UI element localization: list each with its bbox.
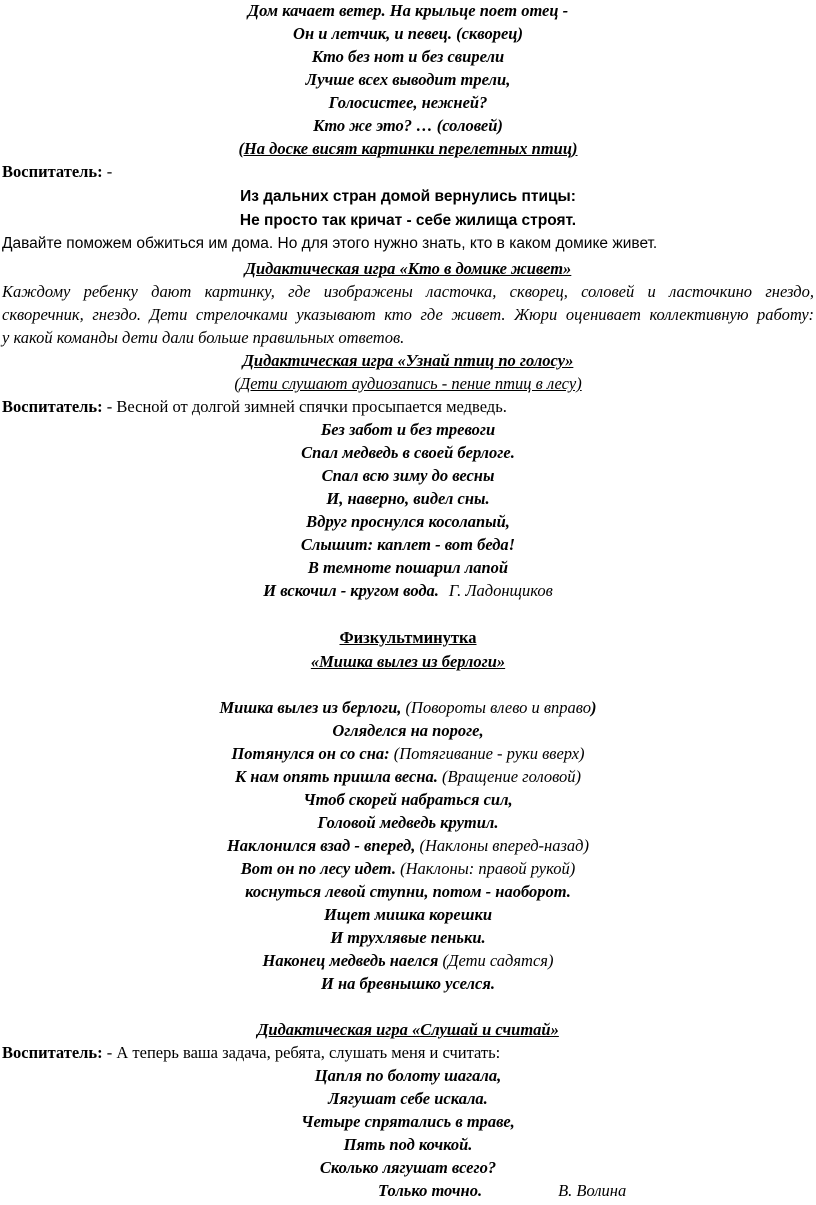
exercise-line: Ищет мишка корешки xyxy=(323,905,493,924)
poem-line: Дом качает ветер. На крыльце поет отец - xyxy=(247,1,569,20)
fizminutka-title: Физкультминутка xyxy=(339,628,477,647)
exercise-line: Огляделся на пороге, xyxy=(332,721,484,740)
bear-intro-line xyxy=(2,396,816,418)
exercise-line: К нам опять пришла весна. (Вращение головой) xyxy=(234,767,582,786)
couplet-line: Из дальних стран домой вернулись птицы: xyxy=(240,188,576,205)
fizminutka-subtitle: «Мишка вылез из берлоги» xyxy=(310,652,506,671)
bear-poem-line: Без забот и без тревоги xyxy=(320,420,496,439)
help-line: Давайте поможем обжиться им дома. Но для этого нужно знать, кто в каком домике живет. xyxy=(2,235,658,252)
couplet-line: Не просто так кричат - себе жилища строят. xyxy=(239,212,577,229)
exercise-line: Наклонился взад - вперед, (Наклоны вперед-назад) xyxy=(226,836,590,855)
exercise-line: Чтоб скорей набраться сил, xyxy=(303,790,513,809)
count-intro-text: - А теперь ваша задача, ребята, слушать меня и считать: xyxy=(102,1043,501,1062)
game2-title: Дидактическая игра «Узнай птиц по голосу» xyxy=(242,351,574,370)
count-poem-line: Лягушат себе искала. xyxy=(328,1089,488,1108)
game2-note: (Дети слушают аудиозапись - пение птиц в лесу) xyxy=(234,374,582,393)
bear-poem-line: В темноте пошарил лапой xyxy=(307,558,509,577)
teacher-line xyxy=(2,161,816,183)
game1-title: Дидактическая игра «Кто в домике живет» xyxy=(244,259,572,278)
poem-line: Кто без нот и без свирели xyxy=(311,47,505,66)
count-poem-line: Цапля по болоту шагала, xyxy=(314,1066,502,1085)
poem-line: Кто же это? … (соловей) xyxy=(313,116,503,135)
bear-poem-line: Слышит: каплет - вот беда! xyxy=(300,535,516,554)
exercise-line: Потянулся он со сна: (Потягивание - руки вверх) xyxy=(231,744,585,763)
count-poem-line: Только точно. xyxy=(378,1181,483,1200)
exercise-line: Наконец медведь наелся (Дети садятся) xyxy=(262,951,554,970)
exercise-line: Вот он по лесу идет. (Наклоны: правой рукой) xyxy=(240,859,576,878)
bear-poem-line: И, наверно, видел сны. xyxy=(326,489,490,508)
exercise-line: коснуться левой ступни, потом - наоборот. xyxy=(245,882,571,901)
exercise-line: Мишка вылез из берлоги, (Повороты влево и вправо) xyxy=(219,698,597,717)
game1-desc-line: у какой команды дети дали больше правильных ответов. xyxy=(2,328,405,347)
count-poem-line: Сколько лягушат всего? xyxy=(319,1158,497,1177)
teacher-label: Воспитатель: xyxy=(2,397,103,416)
bear-poem-line: Вдруг проснулся косолапый, xyxy=(306,512,510,531)
game1-desc-line: Каждому ребенку дают картинку, где изображены ласточка, скворец, соловей и ласточкино гнездо, xyxy=(2,282,814,301)
count-intro-line xyxy=(2,1042,816,1064)
count-poem-last-line xyxy=(378,1180,816,1202)
count-poem-line: Четыре спрятались в траве, xyxy=(301,1112,515,1131)
teacher-dash: - xyxy=(102,162,113,181)
game1-desc-line: скворечник, гнездо. Дети стрелочками указывают кто где живет. Жюри оценивает коллективную работу: xyxy=(2,305,814,324)
poem-line: Лучше всех выводит трели, xyxy=(305,70,511,89)
count-poem-line: Пять под кочкой. xyxy=(343,1135,473,1154)
poem-line: Голосистее, нежней? xyxy=(328,93,488,112)
bear-poem-line: Спал медведь в своей берлоге. xyxy=(301,443,515,462)
bear-poem-author: Г. Ладонщиков xyxy=(448,581,553,600)
bear-intro-text: - Весной от долгой зимней спячки просыпается медведь. xyxy=(102,397,507,416)
poem-line: Он и летчик, и певец. (скворец) xyxy=(293,24,523,43)
teacher-label: Воспитатель: xyxy=(2,1043,103,1062)
exercise-line: И на бревнышко уселся. xyxy=(321,974,495,993)
stage-note: (На доске висят картинки перелетных птиц) xyxy=(238,139,578,158)
exercise-line: И трухлявые пеньки. xyxy=(330,928,486,947)
bear-poem-last-line xyxy=(0,580,816,602)
teacher-label: Воспитатель: xyxy=(2,162,103,181)
bear-poem-line: И вскочил - кругом вода. xyxy=(263,581,439,600)
bear-poem-line: Спал всю зиму до весны xyxy=(321,466,495,485)
count-poem-author: В. Волина xyxy=(558,1181,627,1200)
exercise-line: Головой медведь крутил. xyxy=(317,813,499,832)
game3-title: Дидактическая игра «Слушай и считай» xyxy=(257,1020,559,1039)
